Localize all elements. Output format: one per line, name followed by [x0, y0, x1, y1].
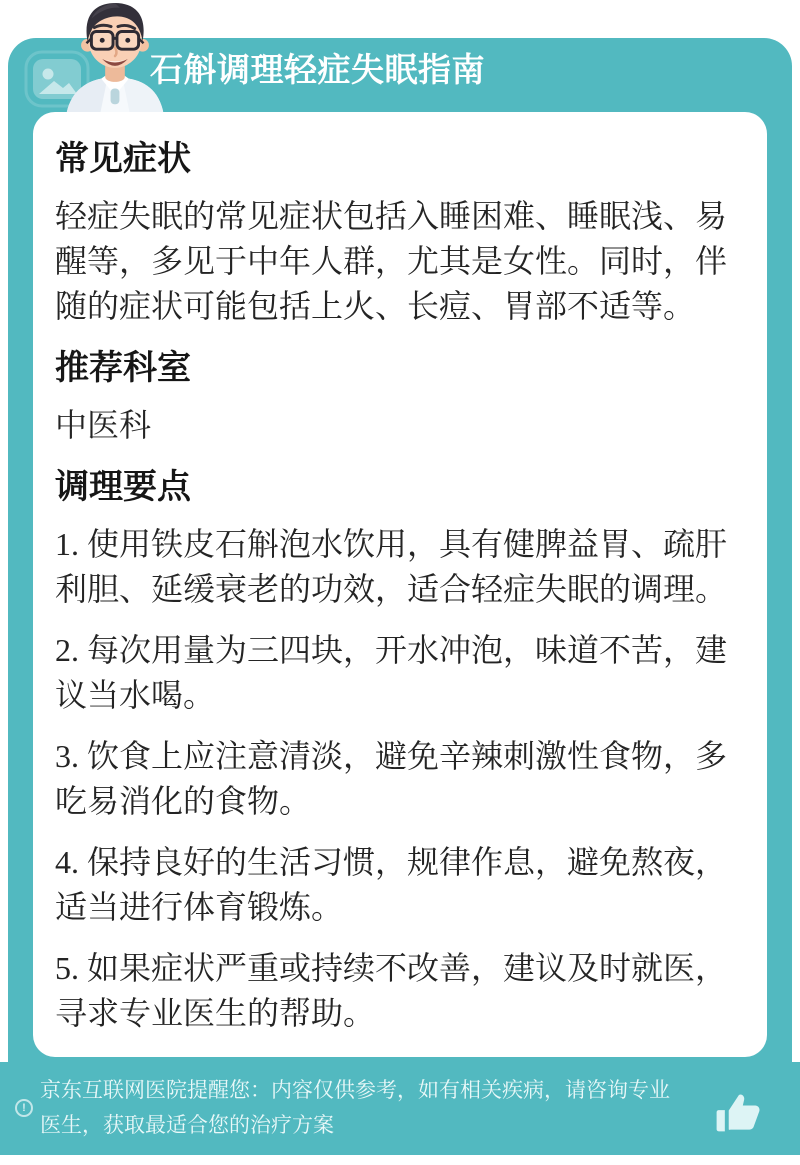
point-text: 每次用量为三四块，开水冲泡，味道不苦，建议当水喝。 [55, 632, 728, 713]
point-number: 3. [55, 738, 79, 774]
point-number: 1. [55, 526, 79, 562]
point-item-4 [55, 840, 745, 930]
section-heading-points: 调理要点 [55, 468, 191, 506]
point-item-2 [55, 628, 745, 718]
point-item-3 [55, 734, 745, 824]
info-icon: ! [15, 1099, 33, 1117]
thumbs-up-icon[interactable] [714, 1088, 766, 1140]
symptoms-text: 轻症失眠的常见症状包括入睡困难、睡眠浅、易醒等，多见于中年人群，尤其是女性。同时，伴随的症状可能包括上火、长痘、胃部不适等。 [55, 198, 728, 324]
point-text: 饮食上应注意清淡，避免辛辣刺激性食物，多吃易消化的食物。 [55, 738, 728, 819]
point-number: 2. [55, 632, 79, 668]
page-title: 石斛调理轻症失眠指南 [150, 51, 485, 88]
content-card [33, 112, 767, 1057]
point-text: 使用铁皮石斛泡水饮用，具有健脾益胃、疏肝利胆、延缓衰老的功效，适合轻症失眠的调理。 [55, 526, 728, 607]
footer-disclaimer: 京东互联网医院提醒您：内容仅供参考，如有相关疾病，请咨询专业医生，获取最适合您的治疗方案 [40, 1079, 670, 1137]
section-heading-department: 推荐科室 [55, 349, 191, 387]
point-number: 4. [55, 844, 79, 880]
point-item-1 [55, 522, 745, 612]
section-heading-symptoms: 常见症状 [55, 140, 191, 178]
point-text: 保持良好的生活习惯，规律作息，避免熬夜，适当进行体育锻炼。 [55, 844, 728, 925]
point-text: 如果症状严重或持续不改善，建议及时就医，寻求专业医生的帮助。 [55, 950, 728, 1031]
point-item-5 [55, 946, 745, 1036]
point-number: 5. [55, 950, 79, 986]
department-text: 中医科 [55, 407, 152, 443]
